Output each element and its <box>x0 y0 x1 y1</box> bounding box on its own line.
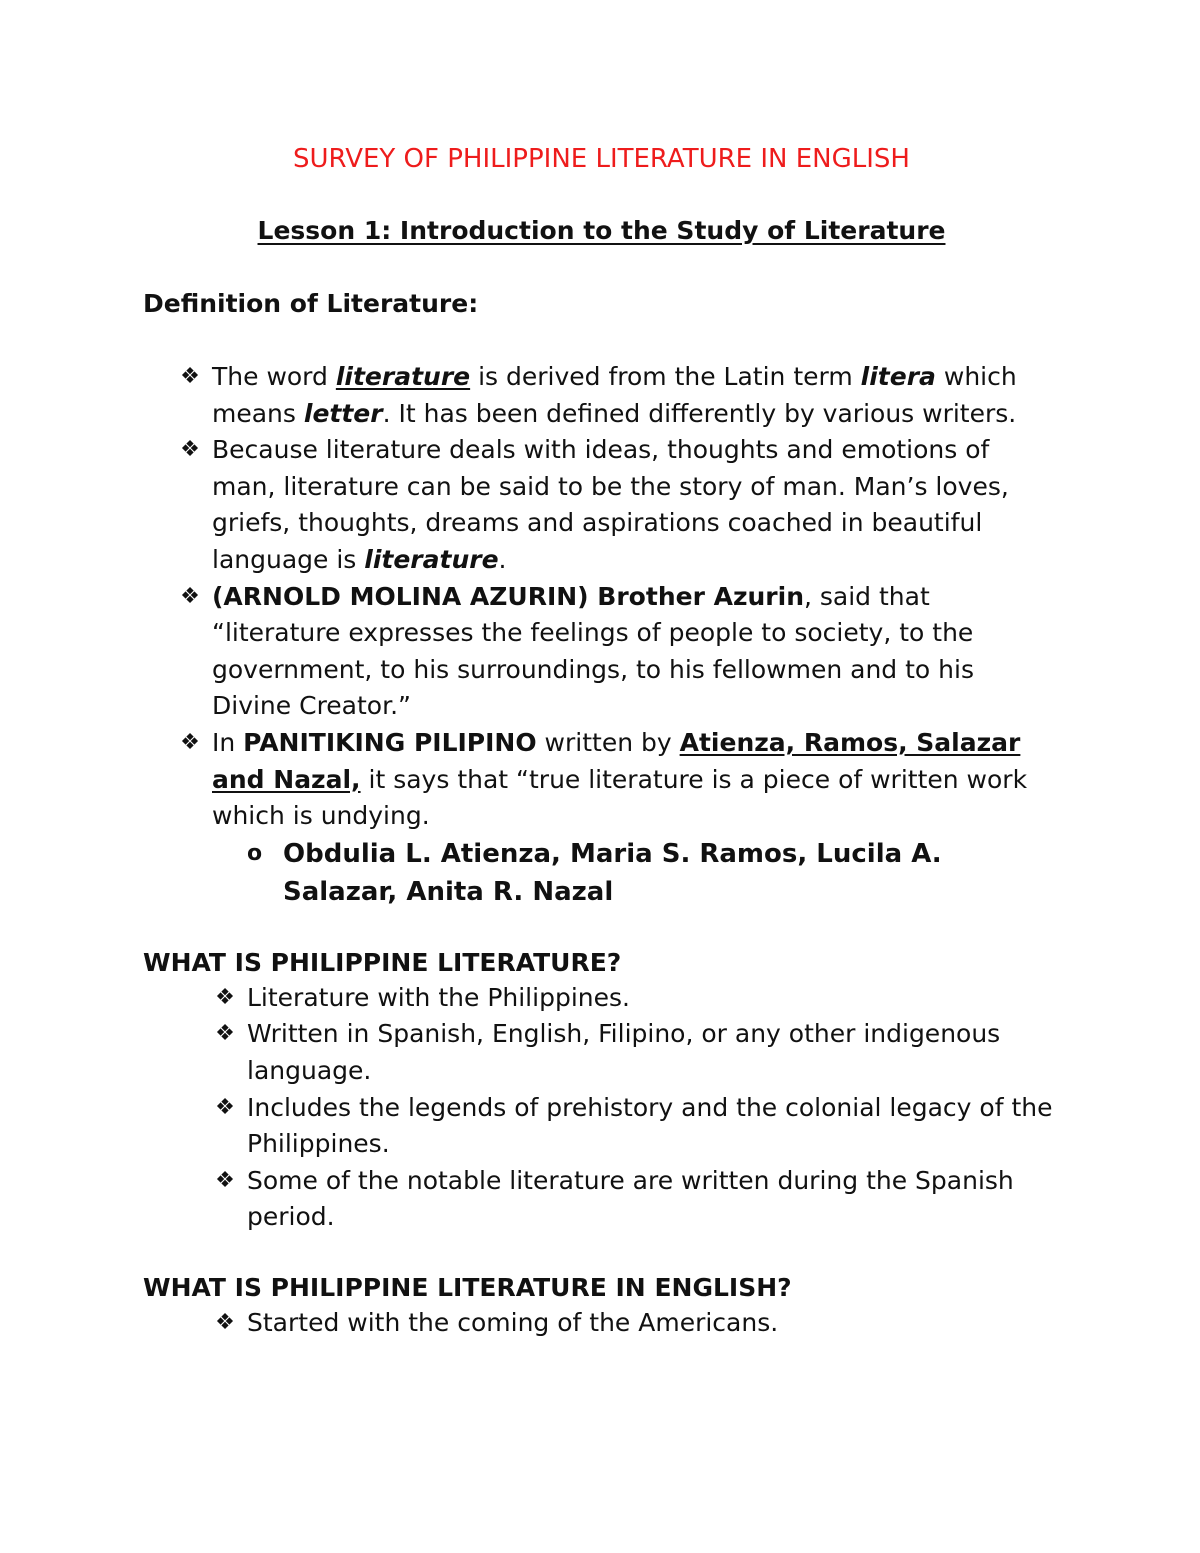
sub-list <box>212 835 1060 912</box>
philippine-literature-heading: WHAT IS PHILIPPINE LITERATURE? <box>143 947 622 977</box>
diamond-bullet-icon: ❖ <box>215 1309 235 1335</box>
emphasis-term: litera <box>860 362 936 391</box>
list-item <box>143 1163 1060 1236</box>
list-item <box>143 1016 1060 1089</box>
text-run: written by <box>536 727 680 757</box>
circle-bullet-icon: o <box>247 840 263 866</box>
list-item-text: Started with the coming of the Americans. <box>247 1307 779 1337</box>
text-run: . It has been defined differently by various writers. <box>382 398 1017 428</box>
text-run: is derived from the Latin term <box>470 362 861 391</box>
diamond-bullet-icon: ❖ <box>215 1094 235 1120</box>
emphasis-term: letter <box>303 398 383 428</box>
definition-heading: Definition of Literature: <box>143 289 479 318</box>
definition-list <box>143 359 1060 912</box>
text-run: it says that “true literature is a piece of written work which is undying. <box>212 764 1028 831</box>
list-item <box>143 1305 1060 1342</box>
lesson-title: Lesson 1: Introduction to the Study of Literature <box>257 216 946 245</box>
sub-item-text: Obdulia L. Atienza, Maria S. Ramos, Lucila A. Salazar, Anita R. Nazal <box>283 838 942 908</box>
text-run: which means <box>212 362 1017 428</box>
list-item <box>143 359 1060 432</box>
diamond-bullet-icon: ❖ <box>180 437 200 463</box>
list-item <box>143 432 1060 578</box>
author-names: Atienza, Ramos, Salazar and Nazal, <box>212 727 1021 794</box>
list-item <box>143 980 1060 1017</box>
list-item-text: Includes the legends of prehistory and the colonial legacy of the Philippines. <box>247 1092 1053 1159</box>
author-name: (ARNOLD MOLINA AZURIN) Brother Azurin <box>212 581 804 611</box>
list-item-text: Some of the notable literature are written during the Spanish period. <box>247 1165 1014 1232</box>
list-item <box>143 725 1060 912</box>
text-run: The word <box>212 362 336 391</box>
sub-list-item <box>143 835 1060 912</box>
list-item-text: Literature with the Philippines. <box>247 982 630 1012</box>
text-run: . <box>498 544 507 574</box>
emphasis-term: literature <box>364 544 499 574</box>
diamond-bullet-icon: ❖ <box>180 583 200 609</box>
philippine-literature-list <box>143 980 1060 1236</box>
document-title: SURVEY OF PHILIPPINE LITERATURE IN ENGLISH <box>293 144 910 174</box>
list-item-text: Written in Spanish, English, Filipino, or any other indigenous language. <box>247 1019 1001 1085</box>
book-title: PANITIKING PILIPINO <box>243 727 537 757</box>
emphasis-term: literature <box>335 362 471 391</box>
diamond-bullet-icon: ❖ <box>180 364 200 389</box>
diamond-bullet-icon: ❖ <box>215 984 235 1010</box>
text-run: , said that “literature expresses the feelings of people to society, to the government, to his surroundings, to his fellowmen and to his Divine Creator.” <box>212 581 974 721</box>
philippine-literature-english-heading: WHAT IS PHILIPPINE LITERATURE IN ENGLISH? <box>143 1272 792 1302</box>
philippine-literature-english-list <box>143 1305 1060 1342</box>
text-run: In <box>212 727 244 757</box>
text-run: Because literature deals with ideas, thoughts and emotions of man, literature can be said to be the story of man. Man’s loves, griefs, thoughts, dreams and aspirations coached in beautiful language is <box>212 435 1009 574</box>
diamond-bullet-icon: ❖ <box>180 729 200 755</box>
list-item <box>143 579 1060 725</box>
list-item <box>143 1090 1060 1163</box>
diamond-bullet-icon: ❖ <box>215 1167 235 1193</box>
diamond-bullet-icon: ❖ <box>215 1021 235 1047</box>
